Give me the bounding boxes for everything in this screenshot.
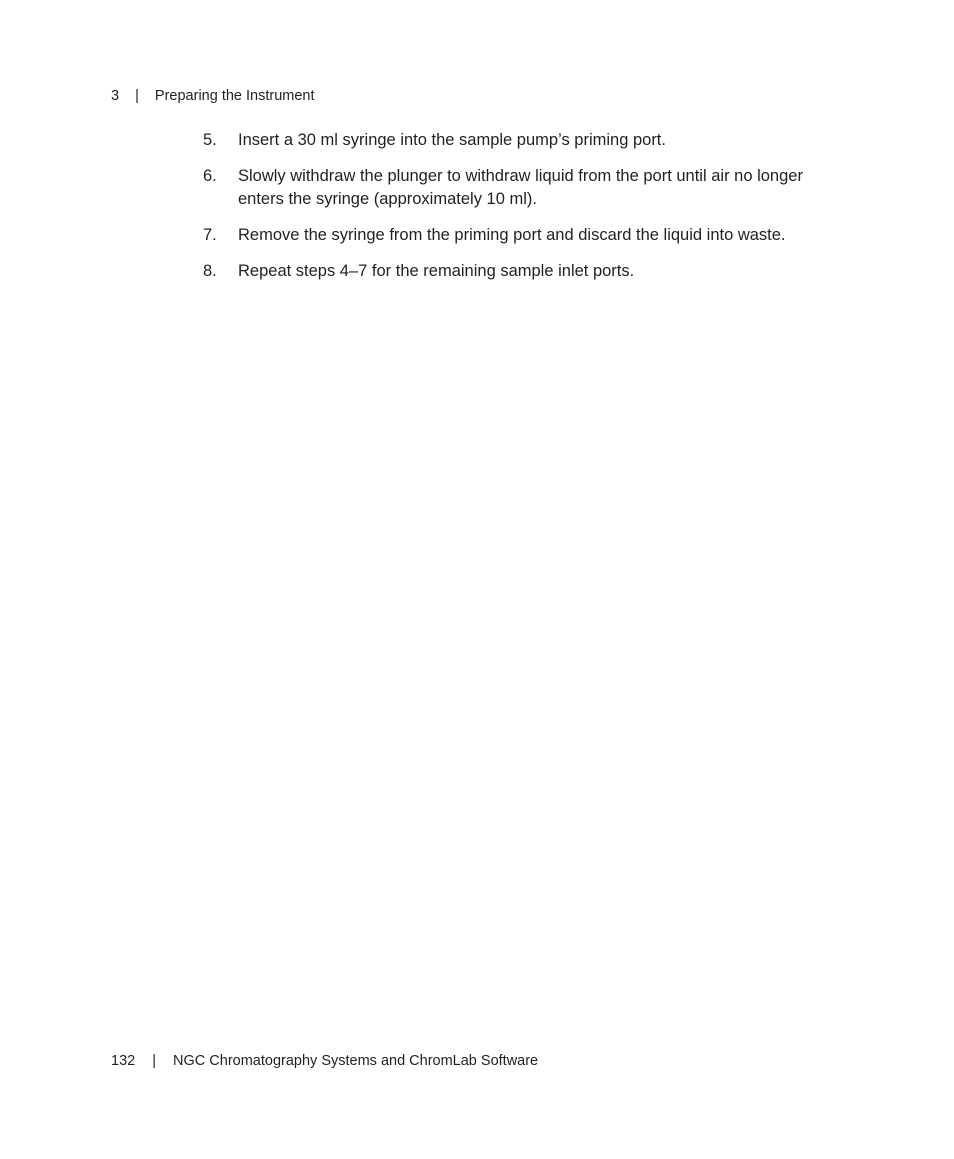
chapter-title: Preparing the Instrument <box>154 88 315 104</box>
procedure-steps <box>203 129 843 296</box>
book-title: NGC Chromatography Systems and ChromLab Software <box>173 1053 539 1069</box>
step-7 <box>203 224 843 247</box>
step-text: Slowly withdraw the plunger to withdraw liquid from the port until air no longer enters the syringe (approximately 10 ml). <box>238 167 803 208</box>
step-number: 7. <box>203 226 217 244</box>
header-separator: | <box>135 88 139 104</box>
step-text: Insert a 30 ml syringe into the sample pump’s priming port. <box>238 131 666 149</box>
running-footer <box>111 1052 538 1070</box>
step-number: 5. <box>203 131 217 149</box>
page-number: 132 <box>111 1053 136 1069</box>
step-5 <box>203 129 843 152</box>
footer-separator: | <box>152 1053 157 1069</box>
step-text: Repeat steps 4–7 for the remaining sample inlet ports. <box>238 262 635 280</box>
chapter-number: 3 <box>111 88 120 104</box>
step-number: 8. <box>203 262 217 280</box>
running-header <box>111 87 315 105</box>
step-text: Remove the syringe from the priming port and discard the liquid into waste. <box>238 226 786 244</box>
step-number: 6. <box>203 167 217 185</box>
step-8 <box>203 260 843 283</box>
step-6 <box>203 165 843 211</box>
